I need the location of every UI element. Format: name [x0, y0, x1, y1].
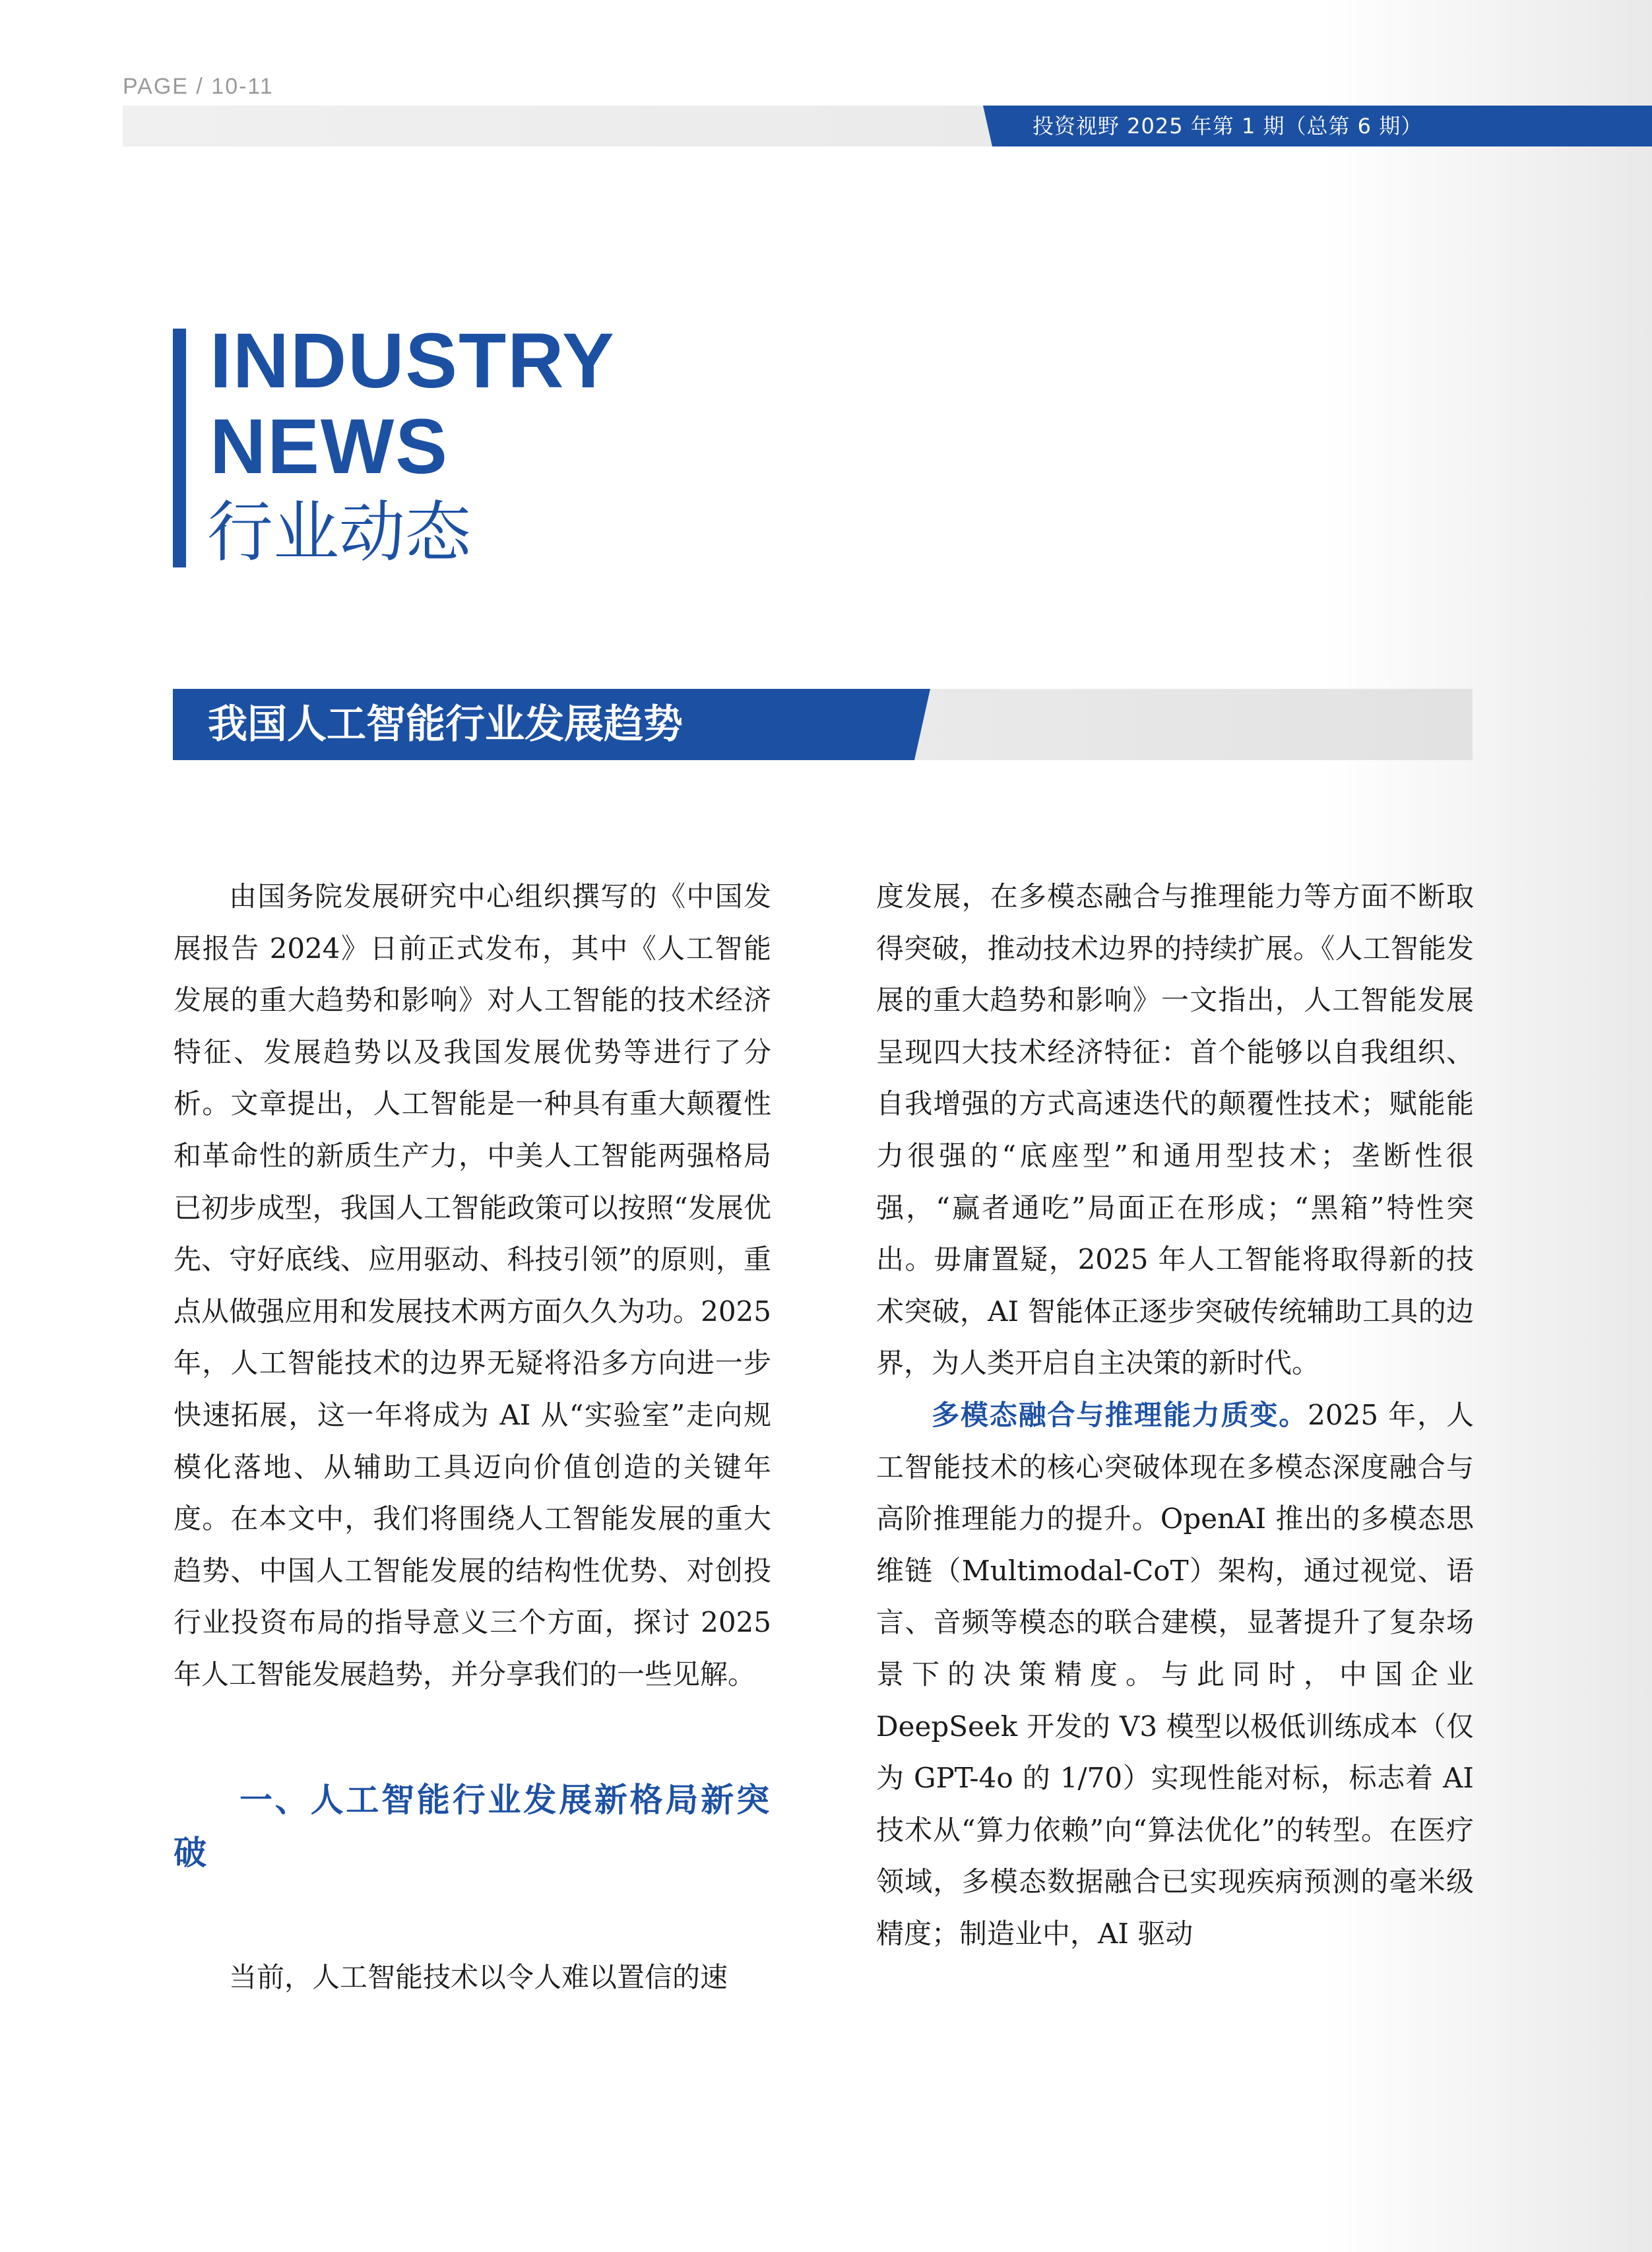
journal-issue: 投资视野 2025 年第 1 期（总第 6 期） [1032, 113, 1423, 139]
page-number: PAGE / 10-11 [123, 74, 274, 99]
section-title-line-2: NEWS [210, 403, 449, 490]
paragraph-3-body: 2025 年，人工智能技术的核心突破体现在多模态深度融合与高阶推理能力的提升。OpenAI 推出的多模态思维链（Multimodal-CoT）架构，通过视觉、语言、音频等模态的联合建模，显著提升了复杂场景下的决策精度。与此同时，中国企业 DeepSeek 开发的 V3 模型以极低训练成本（仅为 GPT-4o 的 1/70）实现性能对标，标志着 AI 技术从“算力依赖”向“算法优化”的转型。在医疗领域，多模态数据融合已实现疾病预测的毫米级精度；制造业中，AI 驱动 [876, 1398, 1474, 1950]
section-accent-bar [173, 329, 186, 567]
paragraph-3-lead: 多模态融合与推理能力质变。 [932, 1398, 1308, 1431]
left-column [174, 871, 771, 2003]
paragraph-2-continued: 度发展，在多模态融合与推理能力等方面不断取得突破，推动技术边界的持续扩展。《人工智能发展的重大趋势和影响》一文指出，人工智能发展呈现四大技术经济特征：首个能够以自我组织、自我增强的方式高速迭代的颠覆性技术；赋能能力很强的“底座型”和通用型技术；垄断性很强，“赢者通吃”局面正在形成；“黑箱”特性突出。毋庸置疑，2025 年人工智能将取得新的技术突破，AI 智能体正逐步突破传统辅助工具的边界，为人类开启自主决策的新时代。 [876, 880, 1474, 1380]
section-heading-1: 一、人工智能行业发展新格局新突破 [174, 1780, 771, 1872]
section-title-line-1: INDUSTRY [210, 317, 616, 404]
section-title-english [210, 318, 616, 490]
paragraph-2-start: 当前，人工智能技术以令人难以置信的速 [229, 1960, 728, 1993]
right-column [876, 871, 1474, 1960]
intro-paragraph: 由国务院发展研究中心组织撰写的《中国发展报告 2024》日前正式发布，其中《人工智能发展的重大趋势和影响》对人工智能的技术经济特征、发展趋势以及我国发展优势等进行了分析。文章提出，人工智能是一种具有重大颠覆性和革命性的新质生产力，中美人工智能两强格局已初步成型，我国人工智能政策可以按照“发展优先、守好底线、应用驱动、科技引领”的原则，重点从做强应用和发展技术两方面久久为功。2025 年，人工智能技术的边界无疑将沿多方向进一步快速拓展，这一年将成为 AI 从“实验室”走向规模化落地、从辅助工具迈向价值创造的关键年度。在本文中，我们将围绕人工智能发展的重大趋势、中国人工智能发展的结构性优势、对创投行业投资布局的指导意义三个方面，探讨 2025 年人工智能发展趋势，并分享我们的一些见解。 [174, 880, 771, 1690]
paragraph-3 [876, 1390, 1474, 1960]
article-title: 我国人工智能行业发展趋势 [208, 701, 683, 748]
section-title-chinese: 行业动态 [207, 494, 471, 571]
